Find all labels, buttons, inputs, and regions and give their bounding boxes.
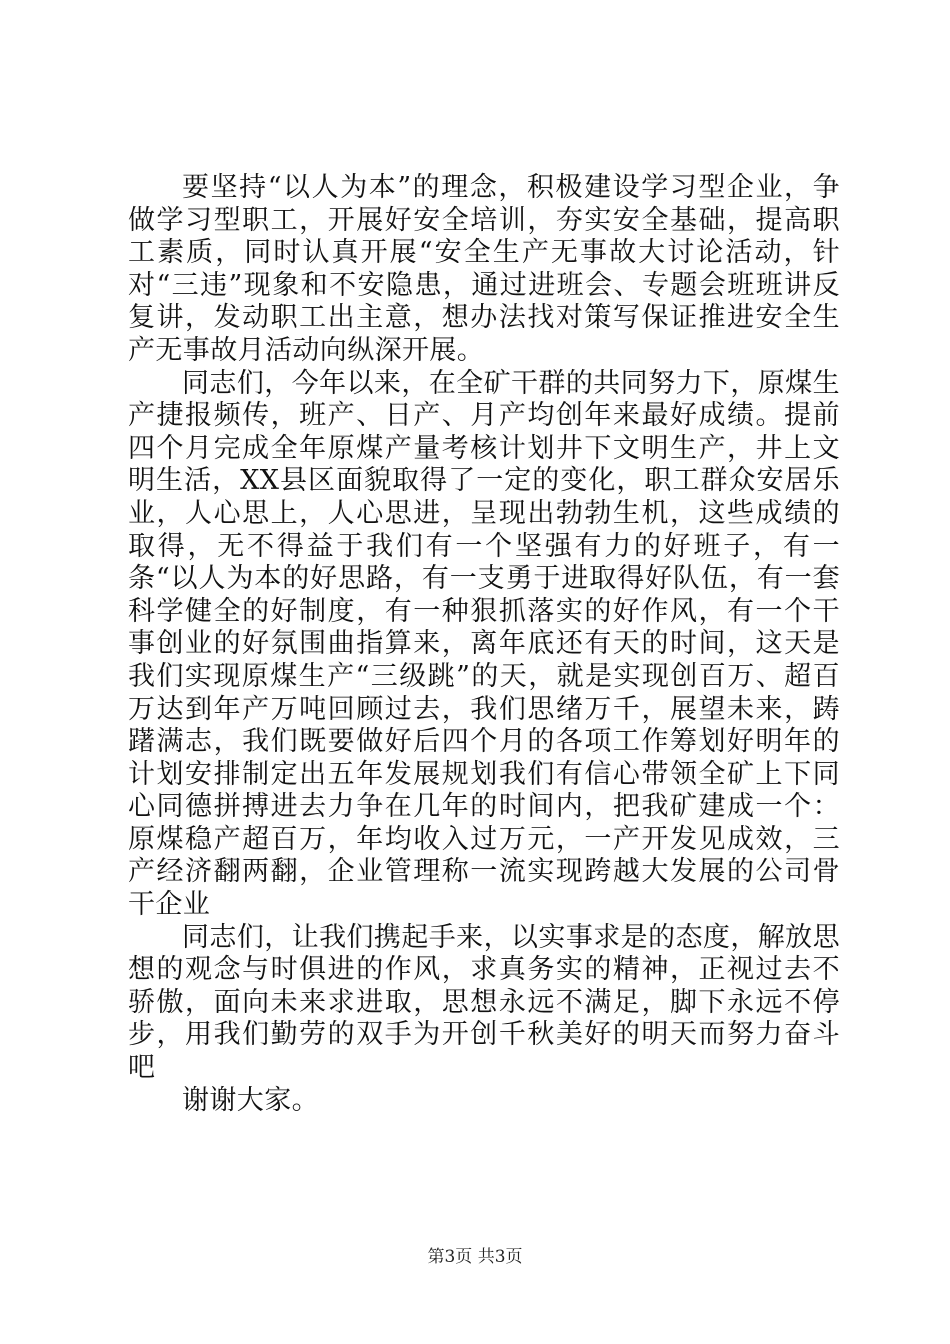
body-paragraph-3: 同志们，让我们携起手来，以实事求是的态度，解放思想的观念与时俱进的作风，求真务实的精神，正视过去不骄傲，面向未来求进取，思想永远不满足，脚下永远不停步，用我们勤劳的双手为开创千秋美好的明天而努力奋斗吧	[128, 921, 840, 1084]
body-paragraph-2: 同志们，今年以来，在全矿干群的共同努力下，原煤生产捷报频传，班产、日产、月产均创年来最好成绩。提前四个月完成全年原煤产量考核计划井下文明生产，井上文明生活，XX县区面貌取得了一定的变化，职工群众安居乐业，人心思上，人心思进，呈现出勃勃生机，这些成绩的取得，无不得益于我们有一个坚强有力的好班子，有一条“以人为本的好思路，有一支勇于进取得好队伍，有一套科学健全的好制度，有一种狠抓落实的好作风，有一个干事创业的好氛围曲指算来，离年底还有天的时间，这天是我们实现原煤生产“三级跳”的天，就是实现创百万、超百万达到年产万吨回顾过去，我们思绪万千，展望未来，踌躇满志，我们既要做好后四个月的各项工作筹划好明年的计划安排制定出五年发展规划我们有信心带领全矿上下同心同德拼搏进去力争在几年的时间内，把我矿建成一个：原煤稳产超百万，年均收入过万元，一产开发见成效，三产经济翻两翻，企业管理称一流实现跨越大发展的公司骨干企业	[128, 367, 840, 921]
page-number-footer: 第3页 共3页	[427, 1247, 523, 1267]
body-paragraph-4: 谢谢大家。	[182, 1084, 319, 1116]
document-body	[128, 172, 840, 1117]
body-paragraph-1: 要坚持“以人为本”的理念，积极建设学习型企业，争做学习型职工，开展好安全培训，夯实安全基础，提高职工素质，同时认真开展“安全生产无事故大讨论活动，针对“三违”现象和不安隐患，通过进班会、专题会班班讲反复讲，发动职工出主意，想办法找对策写保证推进安全生产无事故月活动向纵深开展。	[128, 172, 840, 366]
